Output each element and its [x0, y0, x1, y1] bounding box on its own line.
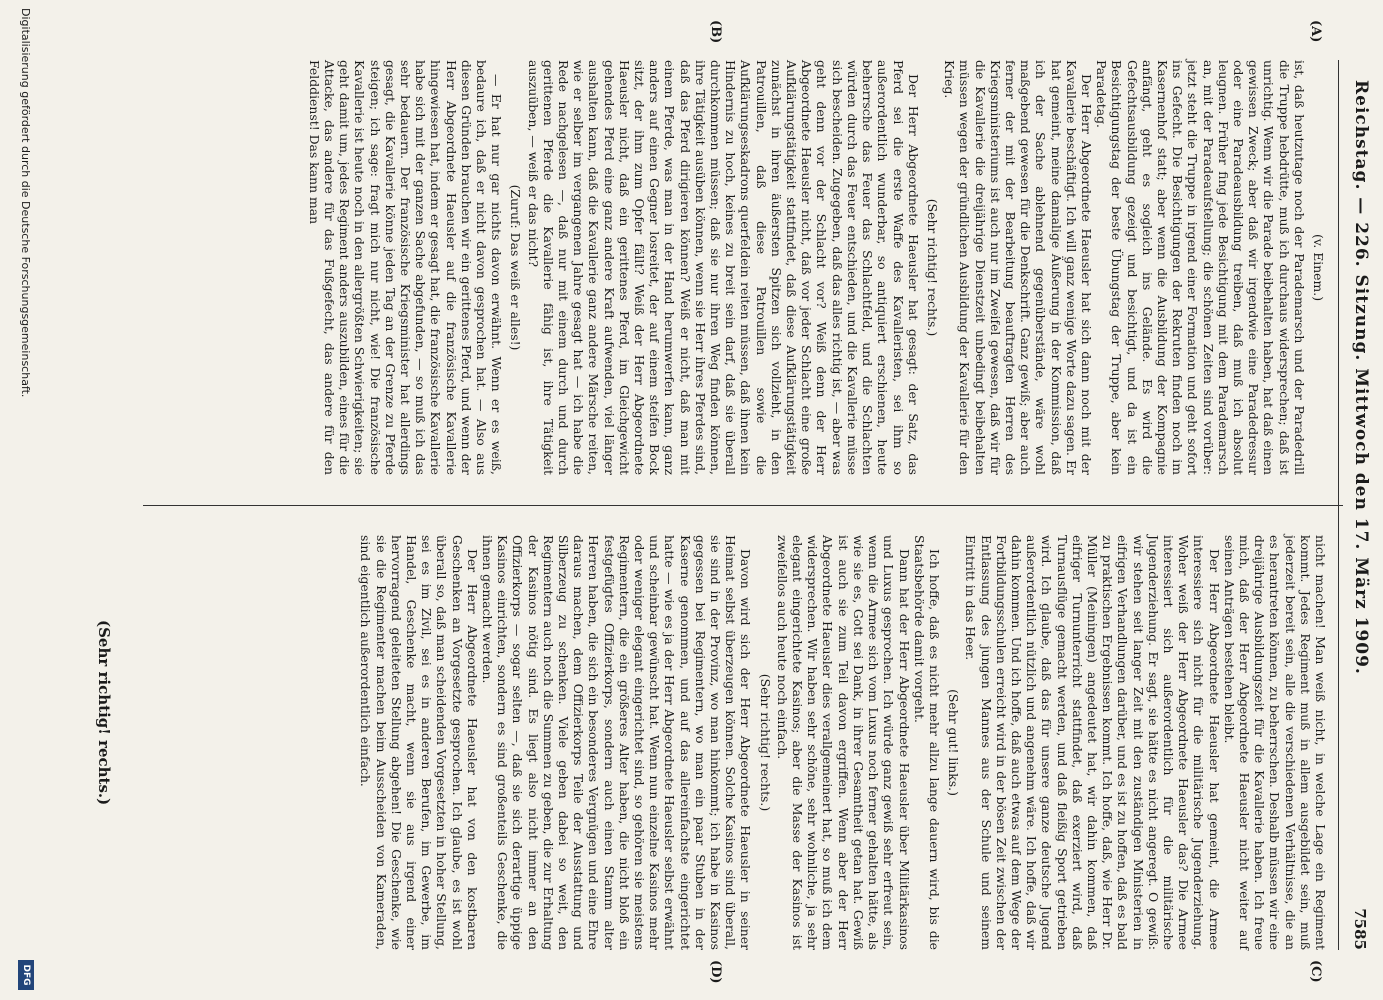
paragraph: — Er hat nur gar nichts davon erwähnt. Wenn er es weiß, bedaure ich, daß er nicht davon gesprochen hat. — Also aus diesen Gründen brauchen wir ein gerittenes Pferd, und wenn der Herr Abgeordnete Haeusler auf die französische Kavallerie hingewiesen hat, indem er gesagt hat, die französische Kavallerie habe sich mit der ganzen Sache abgefunden, — so muß ich das sehr bedauern. Der französische Kriegsminister hat allerdings gesagt, die Kavallerie könne jeden Tag an der Grenze zu Pferde steigen; ich sage: fragt mich nur nicht, wie! Die französische Kavallerie ist heute noch in den allergrößten Schwierigkeiten; sie geht damit um, jedes Regiment anders auszubilden, eines für die Attacke, das andere für das Fußgefecht, das andere für den Felddienst! Das kann man: [306, 60, 505, 475]
page-footer: [8, 0, 38, 1000]
interjection: (Sehr richtig! rechts.): [924, 198, 940, 337]
margin-marker-c: (C): [1308, 960, 1323, 983]
page-number: 7585: [1351, 908, 1369, 950]
margin-marker-d: (D): [708, 960, 723, 984]
paragraph: nicht machen! Man weiß nicht, in welche Lage ein Regiment kommt. Jedes Regiment muß in allem ausgebildet sein, muß jederzeit bereit sein, alle die verschiedenen Verhältnisse, die an es herantreten können, zu beherrschen. Deshalb müssen wir eine dreijährige Ausbildungszeit für die Kavallerie haben. Ich freue mich, daß der Herr Abgeordnete Haeusler nicht weiter auf seinen Anträgen bestehen bleibt.: [1221, 535, 1328, 950]
closing-interjection: (Sehr richtig! rechts.): [95, 620, 113, 806]
text-column-right: [358, 535, 1328, 950]
interjection: (Sehr richtig! rechts.): [757, 673, 773, 812]
interjection: (Sehr gut! links.): [946, 689, 962, 796]
paragraph: Davon wird sich der Herr Abgeordnete Haeusler in seiner Heimat selbst überzeugen können. Solche Kasinos sind überall, sie sind in der Provinz, wo man hinkommt; ich habe in Kasinos gegessen bei Regimentern, wo man ein paar Stuben in der Kaserne genommen, und auf das allereinfachste eingerichtet hatte — wie es ja der Herr Abgeordnete Haeusler selbst erwähnt und scheinbar gewünscht hat. Wenn nun einzelne Kasinos mehr oder weniger elegant eingerichtet sind, so gehören sie meistens Regimentern, die ein größeres Alter haben, die nicht bloß ein festgefügtes Offizierkorps, sondern auch einen Stamm alter Herren haben, die sich ein besonderes Vergnügen und eine Ehre daraus machen, dem Offizierkorps Teile der Ausstattung und Silberzeug zu schenken. Viele geben dabei so weit, den Regimentern auch noch die Summen zu geben, die zur Erhaltung der Kasinos nötig sind. Es liegt also nicht immer an den Offizierkorps — sogar selten —, daß sie sich derartige üppige Kasinos einrichten, sondern es sind großenteils Geschenke, die ihnen gemacht werden.: [480, 535, 754, 950]
paragraph: Der Herr Abgeordnete Haeusler hat gemeint, die Armee interessiere sich nicht für die militärische Jugenderziehung. Woher weiß der Herr Abgeordnete Haeusler das? Die Armee interessiert sich außerordentlich für die militärische Jugenderziehung. Er sagt, sie hätte es nicht angeregt. O gewiß: wir stehen seit langer Zeit mit den zuständigen Ministerien in eifrigen Verhandlungen darüber, und es ist zu hoffen, daß es bald zu praktischen Ergebnissen kommt. Ich hoffe, daß, wie Herr Dr. Müller (Meiningen) angedeutet hat, wir dahin kommen, daß eifriger Turnunterricht stattfindet, daß exerziert wird, daß Turnausflüge gemacht werden, und daß fleißig Sport getrieben wird. Ich glaube, daß das für unsere ganze deutsche Jugend außerordentlich nützlich und angenehm wäre. Ich hoffe, daß wir dahin kommen. Und ich hoffe, daß auch etwas auf dem Wege der Fortbildungsschulen erreicht wird in der bösen Zeit zwischen der Entlassung des jungen Mannes aus der Schule und seinem Eintritt in das Heer.: [963, 535, 1222, 950]
paragraph: Dann hat der Herr Abgeordnete Haeusler über Militärkasinos und Luxus gesprochen. Ich würde ganz gewiß sehr erfreut sein, wenn die Armee sich vom Luxus noch ferner gehalten hätte, als wie sie es, Gott sei Dank, in ihrer Gesamtheit getan hat. Gewiß ist auch sie zum Teil davon ergriffen. Wenn aber der Herr Abgeordnete Haeusler dies verallgemeinert hat, so muß ich dem widersprechen. Wir haben sehr schöne, sehr wohnliche, ja sehr elegant eingerichtete Kasinos; aber die Masse der Kasinos ist zweifellos auch heute noch einfach.: [774, 535, 912, 950]
dfg-logo-icon: DFG: [18, 960, 34, 990]
column-divider: [143, 505, 1343, 506]
margin-marker-a: (A): [1308, 20, 1323, 43]
header-title: Reichstag. — 226. Sitzung. Mittwoch den 17. März 1909.: [1351, 80, 1371, 675]
paragraph: Der Herr Abgeordnete Haeusler hat von den kostbaren Geschenken an Vorgesetzte gesprochen. Ich glaube, es ist wohl überall so, daß man scheidenden Vorgesetzten in hoher Stellung, sei es im Zivil, sei es in anderen Berufen, im Gewerbe, im Handel, Geschenke macht, wenn sie aus irgend einer hervorragend geleiteten Stellung abgehen! Die Geschenke, wie sie die Regimenter machen beim Ausscheiden von Kameraden, sind eigentlich außerordentlich einfach.: [358, 535, 480, 950]
margin-marker-b: (B): [708, 20, 723, 44]
text-column-left: [307, 60, 1328, 475]
page-header: [1341, 20, 1375, 970]
speaker-label: (v. Einem.): [1311, 233, 1326, 302]
interjection: (Zuruf: Das weiß er alles!): [508, 184, 524, 351]
digitization-credit: Digitalisierung gefördert durch die Deutsche Forschungsgemeinschaft.: [19, 8, 32, 398]
paragraph: ist, daß heutzutage noch der Parademarsch und der Paradedrill die Truppe hebdrütte, muß ich durchaus widersprechen; daß ist unrichtig. Wenn wir die Parade beibehalten haben, hat daß einen gewissen Zweck; aber daß wir irgendwie eine Paradedressur oder eine Paradeausbildung treiben, daß muß ich absolut leugnen. Früher fing jede Besichtigung mit dem Parademarsch an, mit der Paradeaufstellung; die schönen Zeiten sind vorüber: jetzt steht die Truppe in irgend einer Formation und geht sofort ins Gefecht. Die Besichtigungen der Rekruten finden noch im Kasernenhof statt; aber wenn die Ausbildung der Kompagnie anfängt, geht es sogleich ins Gelände. Es wird die Gefechtsausbildung gezeigt und besichtigt, und da ist ein Besichtigungstag der beste Übungstag der Truppe, aber kein Paradetag.: [1094, 60, 1307, 475]
paragraph: Ich hoffe, daß es nicht mehr allzu lange dauern wird, bis die Staatsbehörde damit vorgeht.: [911, 535, 942, 950]
paragraph: Der Herr Abgeordnete Haeusler hat gesagt: der Satz, das Pferd sei die erste Waffe des Kavalleristen, sei ihm so außerordentlich wunderbar, so antiquiert erschienen, heute beherrsche das Feuer das Schlachtfeld, und die Schlachten würden durch das Feuer entschieden, und die Kavallerie müsse sich bescheiden. Zugegeben, daß das alles richtig ist, — aber was geht denn vor der Schlacht vor? Weiß denn der Herr Abgeordnete Haeusler nicht, daß vor jeder Schlacht eine große Aufklärungstätigkeit stattfindet, daß diese Aufklärungstätigkeit zunächst in ihren äußersten Spitzen sich vollzieht, in den Patrouillen, daß diese Patrouillen sowie die Aufklärungseskadrons querfeldein reiten müssen, daß ihnen kein Hindernis zu hoch, keines zu breit sein darf, daß sie überall durchkommen müssen; daß sie nur ihren Weg finden können, ihre Tätigkeit ausüben können, wenn sie Herr ihres Pferdes sind, daß das Pferd dirigieren können? Weiß er nicht, daß man mit einem Pferde, was man in der Hand herumwerfen kann, ganz anders auf einen Gegner losreitet, der auf einem steifen Bock sitzt, der ihm zum Opfer fällt? Weiß der Herr Abgeordnete Haeusler nicht, daß ein gerittenes Pferd, im Gleichgewicht gehendes Pferd eine ganz andere Kraft aufwenden, viel länger aushalten kann, daß die Kavallerie ganz andere Märsche reiten, wie er selber im vergangenen Jahre gesagt hat — ich habe die Rede nachgelesen —, daß nur mit einem durch und durch gerittenen Pferde die Kavallerie fähig ist, ihre Tätigkeit auszuüben, — weiß er das nicht?: [525, 60, 921, 475]
paragraph: Der Herr Abgeordnete Haeusler hat sich dann noch mit der Kavallerie beschäftigt. Ich will ganz wenige Worte dazu sagen. Er hat gemeint, meine damalige Äußerung in der Kommission, daß ich der Sache ablehnend gegenüberstände, wäre wohl maßgebend gewesen für die Denkschrift. Ganz gewiß; aber auch ferner der mit der Bearbeitung beauftragten Herren des Kriegsministeriums ist auch nur im Zweifel gewesen, daß wir für die Kavallerie die dreijährige Dienstzeit unbedingt beibehalten müssen wegen der gründlichen Ausbildung der Kavallerie für den Krieg.: [942, 60, 1094, 475]
